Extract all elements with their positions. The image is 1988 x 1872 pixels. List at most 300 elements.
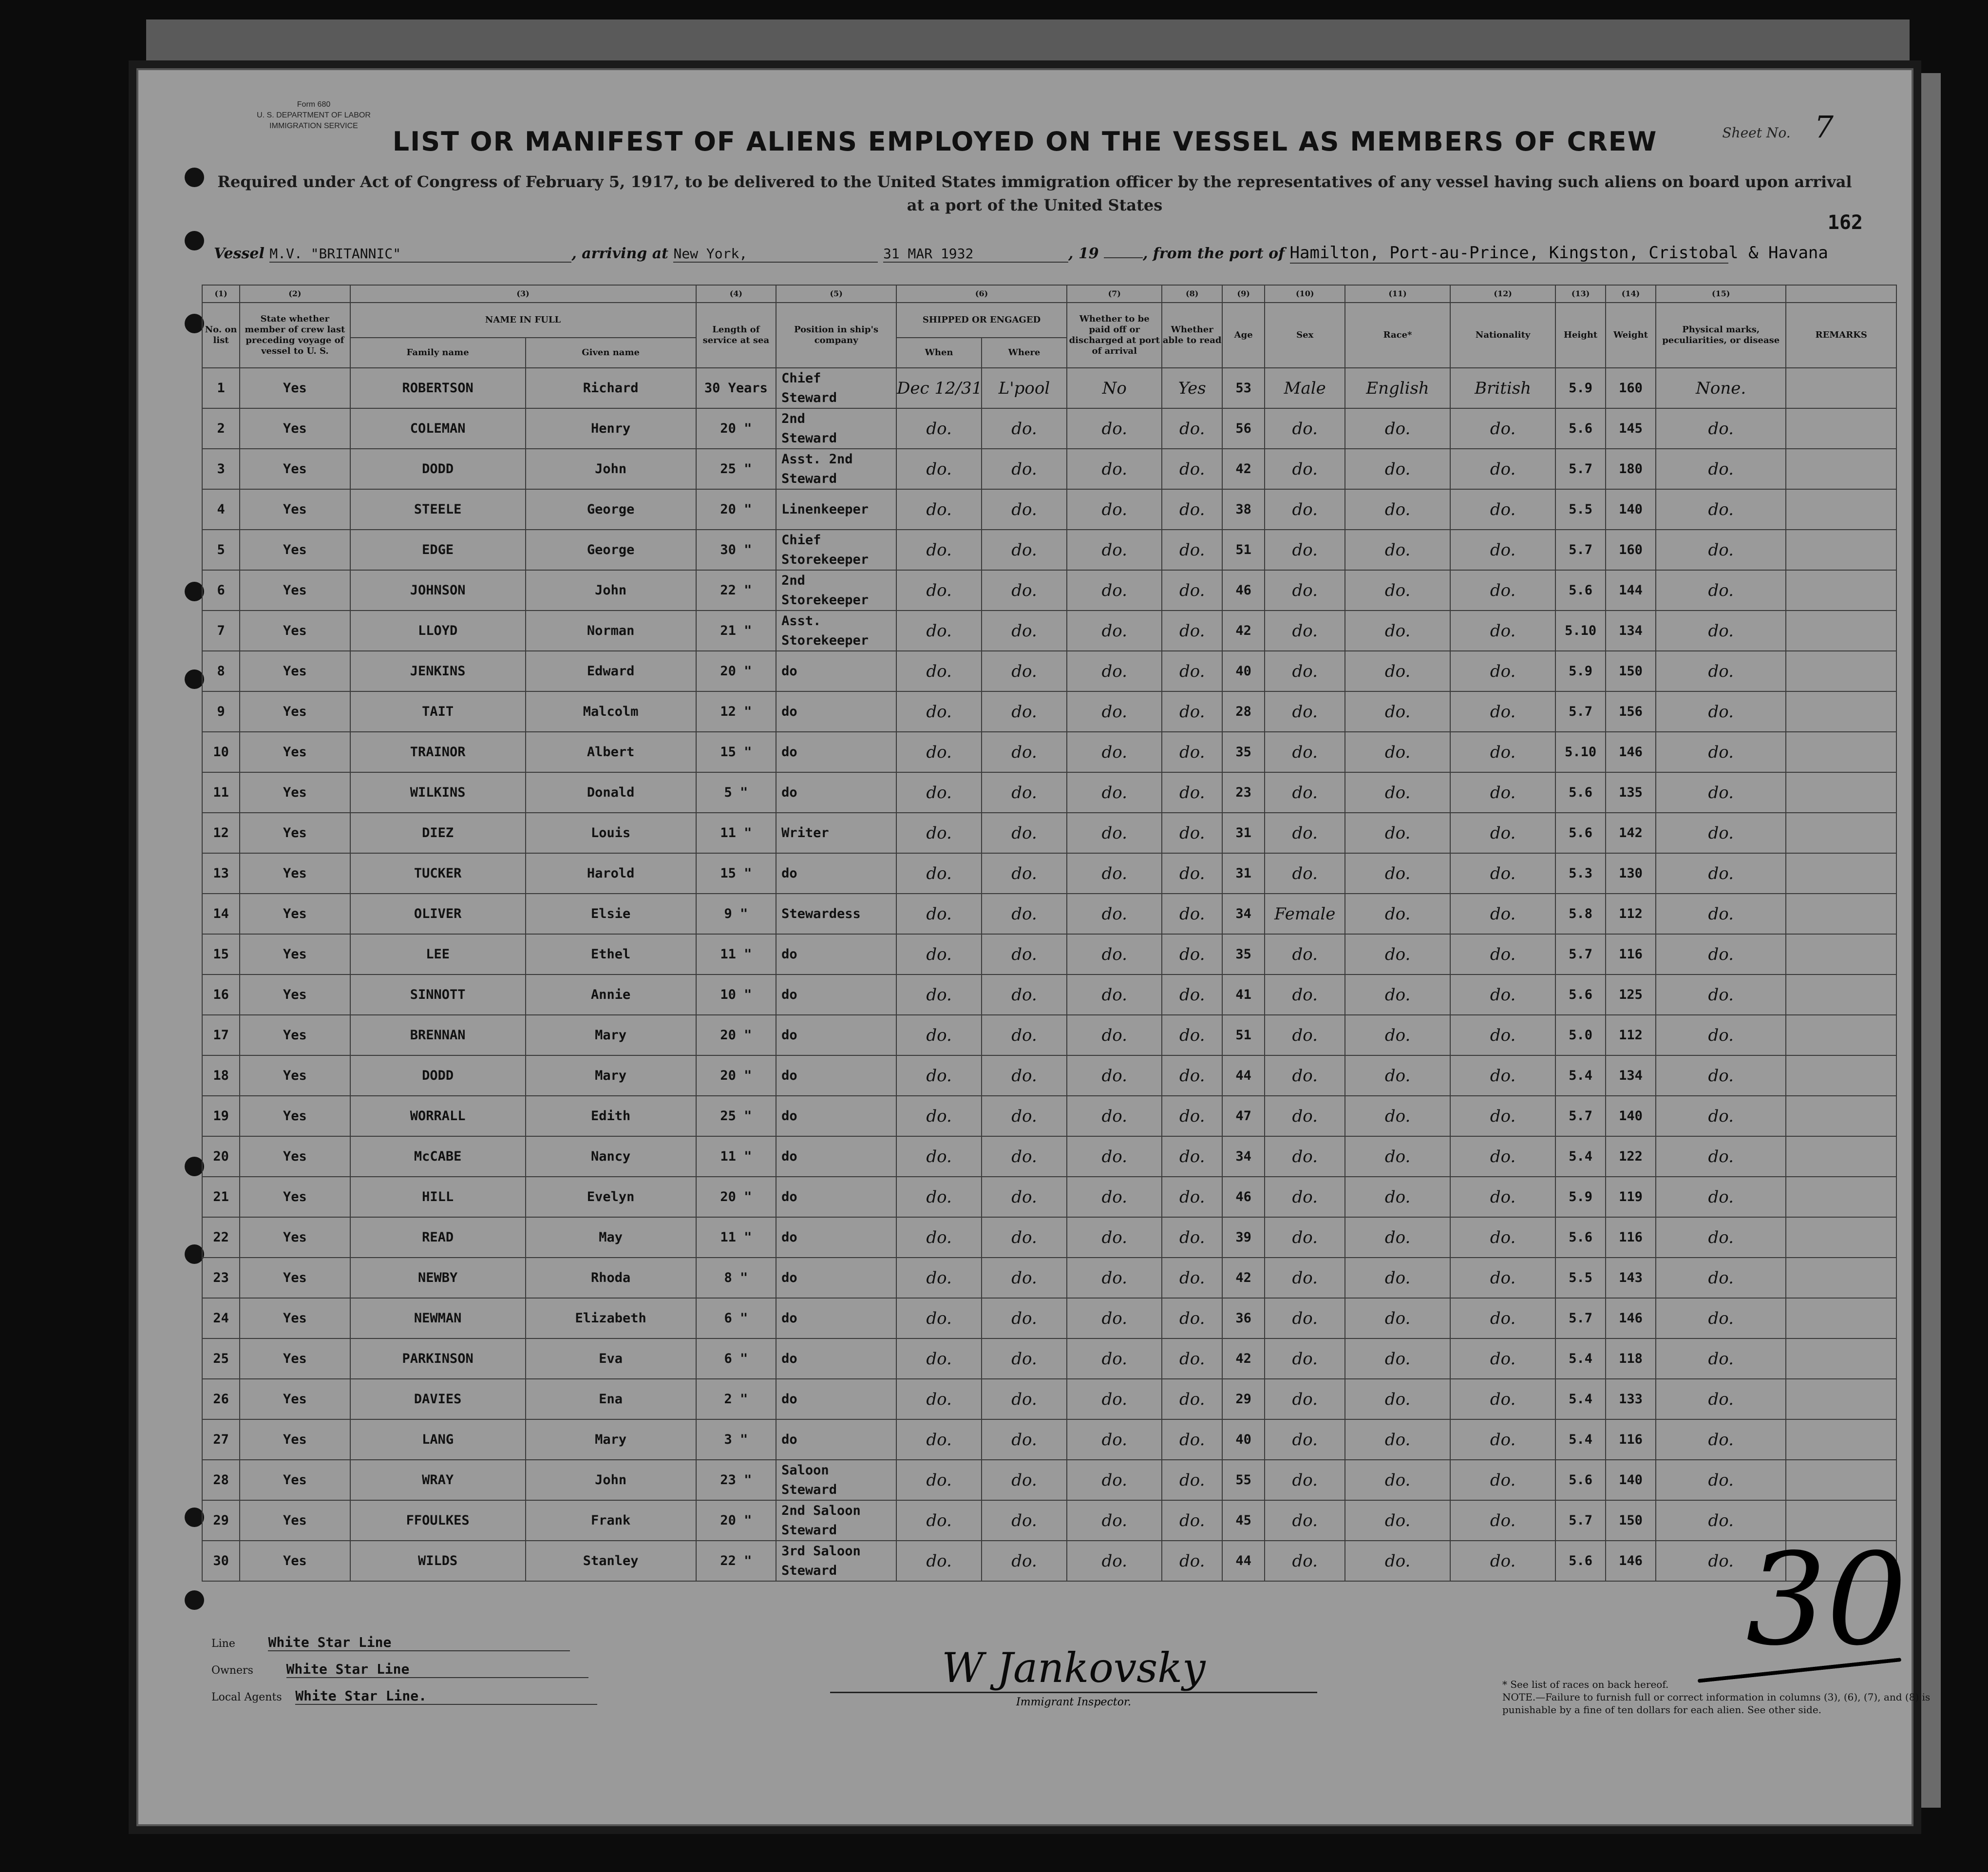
cell-shipped-when: do.	[896, 408, 982, 449]
cell-shipped-where: do.	[982, 1015, 1067, 1055]
header-nationality: Nationality	[1450, 303, 1555, 368]
cell-family-name: LANG	[350, 1419, 526, 1460]
cell-age: 42	[1222, 1338, 1265, 1379]
cell-previous-voyage: Yes	[240, 1136, 350, 1177]
cell-age: 31	[1222, 813, 1265, 853]
cell-length-of-service: 15 "	[696, 853, 776, 894]
cell-shipped-where: do.	[982, 974, 1067, 1015]
cell-height: 5.6	[1555, 813, 1606, 853]
cell-row-number: 10	[202, 732, 240, 772]
table-row	[202, 489, 1896, 530]
cell-race: do.	[1345, 813, 1450, 853]
cell-given-name: Louis	[526, 813, 696, 853]
cell-remarks	[1786, 1298, 1896, 1338]
cell-sex: do.	[1265, 691, 1345, 732]
cell-position: 2nd Saloon Steward	[776, 1500, 896, 1541]
punch-hole	[185, 1157, 204, 1176]
header-race: Race*	[1345, 303, 1450, 368]
cell-row-number: 22	[202, 1217, 240, 1258]
cell-paid-off: do.	[1067, 853, 1162, 894]
cell-paid-off: do.	[1067, 691, 1162, 732]
cell-given-name: Mary	[526, 1419, 696, 1460]
cell-previous-voyage: Yes	[240, 1055, 350, 1096]
punch-hole	[185, 231, 204, 250]
cell-shipped-where: do.	[982, 570, 1067, 611]
cell-given-name: Ethel	[526, 934, 696, 974]
cell-length-of-service: 11 "	[696, 813, 776, 853]
cell-race: do.	[1345, 691, 1450, 732]
cell-previous-voyage: Yes	[240, 1177, 350, 1217]
cell-weight: 116	[1606, 1217, 1656, 1258]
cell-previous-voyage: Yes	[240, 530, 350, 570]
inspector-signature-block	[830, 1644, 1317, 1708]
cell-nationality: do.	[1450, 1055, 1555, 1096]
cell-shipped-when: do.	[896, 489, 982, 530]
cell-age: 31	[1222, 853, 1265, 894]
cell-shipped-where: do.	[982, 1298, 1067, 1338]
cell-position: do	[776, 1379, 896, 1419]
cell-position: do	[776, 853, 896, 894]
cell-race: do.	[1345, 1177, 1450, 1217]
cell-weight: 122	[1606, 1136, 1656, 1177]
cell-shipped-when: do.	[896, 1419, 982, 1460]
cell-sex: do.	[1265, 1136, 1345, 1177]
cell-row-number: 18	[202, 1055, 240, 1096]
cell-sex: do.	[1265, 1541, 1345, 1581]
cell-shipped-when: do.	[896, 1136, 982, 1177]
cell-physical-marks: do.	[1656, 1015, 1786, 1055]
cell-length-of-service: 8 "	[696, 1258, 776, 1298]
cell-row-number: 3	[202, 449, 240, 489]
cell-physical-marks: do.	[1656, 1338, 1786, 1379]
cell-weight: 142	[1606, 813, 1656, 853]
cell-able-to-read: do.	[1162, 1177, 1222, 1217]
table-row	[202, 1298, 1896, 1338]
cell-shipped-where: do.	[982, 449, 1067, 489]
cell-nationality: British	[1450, 368, 1555, 408]
cell-previous-voyage: Yes	[240, 813, 350, 853]
cell-able-to-read: do.	[1162, 1541, 1222, 1581]
cell-weight: 150	[1606, 1500, 1656, 1541]
table-row	[202, 570, 1896, 611]
cell-able-to-read: do.	[1162, 853, 1222, 894]
cell-row-number: 4	[202, 489, 240, 530]
cell-height: 5.9	[1555, 651, 1606, 691]
cell-paid-off: do.	[1067, 894, 1162, 934]
cell-race: do.	[1345, 974, 1450, 1015]
cell-shipped-where: do.	[982, 1419, 1067, 1460]
cell-race: do.	[1345, 449, 1450, 489]
cell-remarks	[1786, 489, 1896, 530]
col-num: (4)	[696, 285, 776, 303]
table-row	[202, 1096, 1896, 1136]
header-shipped-engaged: SHIPPED OR ENGAGED	[896, 303, 1067, 338]
cell-paid-off: do.	[1067, 1136, 1162, 1177]
punch-hole	[185, 314, 204, 333]
cell-age: 40	[1222, 651, 1265, 691]
cell-length-of-service: 25 "	[696, 449, 776, 489]
cell-length-of-service: 30 Years	[696, 368, 776, 408]
cell-able-to-read: do.	[1162, 974, 1222, 1015]
inspector-caption: Immigrant Inspector.	[1016, 1696, 1131, 1708]
cell-sex: do.	[1265, 489, 1345, 530]
cell-weight: 134	[1606, 1055, 1656, 1096]
cell-height: 5.6	[1555, 408, 1606, 449]
cell-length-of-service: 2 "	[696, 1379, 776, 1419]
table-row	[202, 1500, 1896, 1541]
vessel-line: Vessel M.V. "BRITANNIC" , arriving at New York, 31 MAR 1932 , 19 , from the port of Hamilton, Port-au-Prince, Kingston, Cristobal & Havana	[214, 243, 1828, 263]
cell-paid-off: do.	[1067, 1217, 1162, 1258]
cell-paid-off: do.	[1067, 489, 1162, 530]
cell-paid-off: do.	[1067, 974, 1162, 1015]
cell-race: do.	[1345, 772, 1450, 813]
cell-paid-off: do.	[1067, 449, 1162, 489]
table-row	[202, 732, 1896, 772]
cell-length-of-service: 20 "	[696, 489, 776, 530]
cell-able-to-read: do.	[1162, 691, 1222, 732]
cell-family-name: NEWMAN	[350, 1298, 526, 1338]
table-row	[202, 1258, 1896, 1298]
cell-shipped-when: do.	[896, 691, 982, 732]
cell-race: do.	[1345, 1500, 1450, 1541]
cell-row-number: 7	[202, 611, 240, 651]
cell-sex: do.	[1265, 1177, 1345, 1217]
cell-nationality: do.	[1450, 1096, 1555, 1136]
cell-shipped-where: do.	[982, 894, 1067, 934]
cell-previous-voyage: Yes	[240, 570, 350, 611]
cell-row-number: 11	[202, 772, 240, 813]
cell-physical-marks: do.	[1656, 530, 1786, 570]
cell-height: 5.6	[1555, 1541, 1606, 1581]
cell-previous-voyage: Yes	[240, 1015, 350, 1055]
cell-nationality: do.	[1450, 408, 1555, 449]
cell-remarks	[1786, 1055, 1896, 1096]
cell-shipped-where: do.	[982, 1338, 1067, 1379]
cell-given-name: John	[526, 1460, 696, 1500]
cell-nationality: do.	[1450, 1460, 1555, 1500]
cell-given-name: George	[526, 489, 696, 530]
table-row	[202, 1136, 1896, 1177]
cell-previous-voyage: Yes	[240, 1096, 350, 1136]
cell-height: 5.10	[1555, 611, 1606, 651]
cell-given-name: Ena	[526, 1379, 696, 1419]
cell-family-name: TRAINOR	[350, 732, 526, 772]
table-row	[202, 1055, 1896, 1096]
cell-previous-voyage: Yes	[240, 368, 350, 408]
cell-length-of-service: 21 "	[696, 611, 776, 651]
cell-shipped-when: do.	[896, 651, 982, 691]
cell-family-name: McCABE	[350, 1136, 526, 1177]
cell-height: 5.0	[1555, 1015, 1606, 1055]
cell-physical-marks: do.	[1656, 813, 1786, 853]
cell-paid-off: do.	[1067, 651, 1162, 691]
cell-row-number: 20	[202, 1136, 240, 1177]
header-sex: Sex	[1265, 303, 1345, 368]
cell-sex: do.	[1265, 1015, 1345, 1055]
cell-race: do.	[1345, 1055, 1450, 1096]
cell-length-of-service: 20 "	[696, 1015, 776, 1055]
cell-age: 39	[1222, 1217, 1265, 1258]
cell-able-to-read: do.	[1162, 934, 1222, 974]
from-label: from the port of	[1153, 245, 1285, 262]
cell-sex: do.	[1265, 1500, 1345, 1541]
table-row	[202, 408, 1896, 449]
cell-shipped-where: do.	[982, 1460, 1067, 1500]
cell-height: 5.3	[1555, 853, 1606, 894]
cell-shipped-when: do.	[896, 1015, 982, 1055]
cell-given-name: Stanley	[526, 1541, 696, 1581]
cell-age: 45	[1222, 1500, 1265, 1541]
table-row	[202, 1419, 1896, 1460]
cell-sex: do.	[1265, 1419, 1345, 1460]
cell-sex: do.	[1265, 408, 1345, 449]
cell-height: 5.4	[1555, 1055, 1606, 1096]
cell-position: do	[776, 1015, 896, 1055]
vessel-name: M.V. "BRITANNIC"	[269, 246, 571, 263]
cell-age: 42	[1222, 611, 1265, 651]
cell-age: 46	[1222, 570, 1265, 611]
cell-weight: 119	[1606, 1177, 1656, 1217]
page-subtitle: Required under Act of Congress of February 5, 1917, to be delivered to the United States immigration officer by the representatives of any vessel having such aliens on board upon arrival at a port of the United States	[217, 172, 1852, 214]
cell-given-name: Frank	[526, 1500, 696, 1541]
table-row	[202, 1541, 1896, 1581]
col-num: (14)	[1606, 285, 1656, 303]
cell-given-name: Annie	[526, 974, 696, 1015]
cell-row-number: 16	[202, 974, 240, 1015]
cell-paid-off: do.	[1067, 1379, 1162, 1419]
cell-nationality: do.	[1450, 691, 1555, 732]
cell-shipped-where: do.	[982, 489, 1067, 530]
cell-sex: do.	[1265, 1055, 1345, 1096]
cell-able-to-read: do.	[1162, 1015, 1222, 1055]
cell-weight: 133	[1606, 1379, 1656, 1419]
cell-length-of-service: 11 "	[696, 1136, 776, 1177]
cell-given-name: Elsie	[526, 894, 696, 934]
cell-previous-voyage: Yes	[240, 1217, 350, 1258]
cell-paid-off: do.	[1067, 1096, 1162, 1136]
cell-remarks	[1786, 570, 1896, 611]
cell-race: English	[1345, 368, 1450, 408]
cell-sex: do.	[1265, 1460, 1345, 1500]
cell-paid-off: do.	[1067, 1015, 1162, 1055]
cell-able-to-read: do.	[1162, 570, 1222, 611]
cell-shipped-when: do.	[896, 1055, 982, 1096]
cell-given-name: Elizabeth	[526, 1298, 696, 1338]
cell-remarks	[1786, 691, 1896, 732]
cell-physical-marks: do.	[1656, 894, 1786, 934]
header-where: Where	[982, 338, 1067, 368]
cell-remarks	[1786, 1338, 1896, 1379]
cell-shipped-when: do.	[896, 449, 982, 489]
cell-shipped-where: do.	[982, 1541, 1067, 1581]
cell-length-of-service: 20 "	[696, 651, 776, 691]
cell-remarks	[1786, 934, 1896, 974]
cell-shipped-when: do.	[896, 1379, 982, 1419]
cell-position: do	[776, 1136, 896, 1177]
cell-able-to-read: do.	[1162, 1096, 1222, 1136]
cell-family-name: JOHNSON	[350, 570, 526, 611]
cell-able-to-read: do.	[1162, 651, 1222, 691]
cell-weight: 125	[1606, 974, 1656, 1015]
cell-height: 5.8	[1555, 894, 1606, 934]
cell-able-to-read: do.	[1162, 1379, 1222, 1419]
punch-hole	[185, 1590, 204, 1610]
cell-previous-voyage: Yes	[240, 1379, 350, 1419]
cell-nationality: do.	[1450, 1136, 1555, 1177]
cell-row-number: 24	[202, 1298, 240, 1338]
cell-weight: 180	[1606, 449, 1656, 489]
cell-length-of-service: 11 "	[696, 934, 776, 974]
cell-race: do.	[1345, 894, 1450, 934]
punch-hole	[185, 168, 204, 187]
cell-physical-marks: do.	[1656, 732, 1786, 772]
cell-family-name: WILKINS	[350, 772, 526, 813]
cell-race: do.	[1345, 1096, 1450, 1136]
cell-previous-voyage: Yes	[240, 408, 350, 449]
cell-height: 5.9	[1555, 368, 1606, 408]
cell-physical-marks: do.	[1656, 408, 1786, 449]
cell-paid-off: do.	[1067, 1298, 1162, 1338]
cell-weight: 140	[1606, 1460, 1656, 1500]
cell-row-number: 12	[202, 813, 240, 853]
cell-nationality: do.	[1450, 489, 1555, 530]
cell-physical-marks: do.	[1656, 1419, 1786, 1460]
cell-weight: 146	[1606, 732, 1656, 772]
cell-shipped-where: do.	[982, 691, 1067, 732]
cell-nationality: do.	[1450, 611, 1555, 651]
sheet-label: Sheet No.	[1722, 125, 1791, 141]
cell-family-name: DODD	[350, 1055, 526, 1096]
cell-height: 5.7	[1555, 691, 1606, 732]
cell-length-of-service: 3 "	[696, 1419, 776, 1460]
cell-shipped-when: do.	[896, 530, 982, 570]
line-label: Line	[211, 1638, 235, 1650]
cell-paid-off: do.	[1067, 934, 1162, 974]
cell-row-number: 23	[202, 1258, 240, 1298]
cell-shipped-when: do.	[896, 934, 982, 974]
cell-weight: 160	[1606, 530, 1656, 570]
cell-row-number: 26	[202, 1379, 240, 1419]
cell-shipped-where: do.	[982, 813, 1067, 853]
cell-physical-marks: do.	[1656, 1136, 1786, 1177]
cell-family-name: HILL	[350, 1177, 526, 1217]
cell-age: 23	[1222, 772, 1265, 813]
department-name: U. S. DEPARTMENT OF LABOR	[257, 111, 371, 119]
cell-shipped-where: do.	[982, 1096, 1067, 1136]
cell-nationality: do.	[1450, 974, 1555, 1015]
table-row	[202, 651, 1896, 691]
cell-family-name: ROBERTSON	[350, 368, 526, 408]
cell-remarks	[1786, 1096, 1896, 1136]
cell-shipped-where: do.	[982, 1258, 1067, 1298]
cell-physical-marks: do.	[1656, 691, 1786, 732]
cell-position: do	[776, 1258, 896, 1298]
cell-given-name: Evelyn	[526, 1177, 696, 1217]
cell-nationality: do.	[1450, 1015, 1555, 1055]
cell-able-to-read: do.	[1162, 489, 1222, 530]
cell-nationality: do.	[1450, 1379, 1555, 1419]
cell-race: do.	[1345, 732, 1450, 772]
cell-race: do.	[1345, 1217, 1450, 1258]
header-family-name: Family name	[350, 338, 526, 368]
cell-weight: 144	[1606, 570, 1656, 611]
cell-previous-voyage: Yes	[240, 894, 350, 934]
cell-previous-voyage: Yes	[240, 1298, 350, 1338]
header-age: Age	[1222, 303, 1265, 368]
cell-remarks	[1786, 530, 1896, 570]
sheet-value: 7	[1814, 109, 1834, 145]
header-weight: Weight	[1606, 303, 1656, 368]
cell-height: 5.9	[1555, 1177, 1606, 1217]
cell-height: 5.4	[1555, 1379, 1606, 1419]
header-physical-marks: Physical marks, peculiarities, or disease	[1656, 303, 1786, 368]
cell-shipped-where: do.	[982, 530, 1067, 570]
cell-sex: Female	[1265, 894, 1345, 934]
cell-family-name: WRAY	[350, 1460, 526, 1500]
cell-position: 2nd Storekeeper	[776, 570, 896, 611]
col-num: (3)	[350, 285, 696, 303]
cell-length-of-service: 20 "	[696, 1177, 776, 1217]
cell-family-name: COLEMAN	[350, 408, 526, 449]
punch-hole	[185, 582, 204, 601]
cell-sex: do.	[1265, 1298, 1345, 1338]
cell-length-of-service: 12 "	[696, 691, 776, 732]
cell-remarks	[1786, 651, 1896, 691]
cell-weight: 140	[1606, 489, 1656, 530]
cell-sex: do.	[1265, 732, 1345, 772]
cell-family-name: DIEZ	[350, 813, 526, 853]
cell-able-to-read: do.	[1162, 1460, 1222, 1500]
table-row	[202, 368, 1896, 408]
cell-age: 34	[1222, 894, 1265, 934]
cell-sex: do.	[1265, 570, 1345, 611]
cell-family-name: DAVIES	[350, 1379, 526, 1419]
cell-paid-off: do.	[1067, 1177, 1162, 1217]
cell-weight: 143	[1606, 1258, 1656, 1298]
col-num: (1)	[202, 285, 240, 303]
cell-previous-voyage: Yes	[240, 1338, 350, 1379]
cell-shipped-where: do.	[982, 853, 1067, 894]
cell-height: 5.7	[1555, 1298, 1606, 1338]
cell-weight: 116	[1606, 1419, 1656, 1460]
cell-age: 53	[1222, 368, 1265, 408]
table-row	[202, 1015, 1896, 1055]
year-label: 19	[1078, 245, 1099, 262]
cell-row-number: 17	[202, 1015, 240, 1055]
cell-row-number: 6	[202, 570, 240, 611]
cell-sex: do.	[1265, 530, 1345, 570]
cell-previous-voyage: Yes	[240, 1258, 350, 1298]
cell-paid-off: do.	[1067, 530, 1162, 570]
cell-row-number: 9	[202, 691, 240, 732]
arriving-port: New York,	[673, 246, 878, 263]
cell-position: do	[776, 772, 896, 813]
owners-label: Owners	[211, 1664, 253, 1677]
cell-age: 36	[1222, 1298, 1265, 1338]
table-row	[202, 530, 1896, 570]
cell-race: do.	[1345, 934, 1450, 974]
cell-given-name: Henry	[526, 408, 696, 449]
col-num: (6)	[896, 285, 1067, 303]
cell-paid-off: do.	[1067, 1541, 1162, 1581]
cell-nationality: do.	[1450, 570, 1555, 611]
cell-shipped-when: do.	[896, 1177, 982, 1217]
cell-previous-voyage: Yes	[240, 651, 350, 691]
cell-remarks	[1786, 974, 1896, 1015]
cell-paid-off: do.	[1067, 611, 1162, 651]
cell-nationality: do.	[1450, 1217, 1555, 1258]
page-title: LIST OR MANIFEST OF ALIENS EMPLOYED ON THE VESSEL AS MEMBERS OF CREW	[392, 126, 1658, 157]
